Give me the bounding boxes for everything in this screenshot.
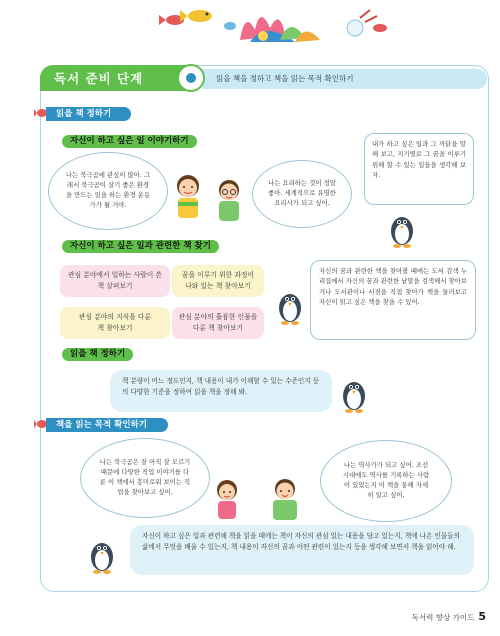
penguin-tip-2 — [310, 260, 476, 340]
book-option-1 — [60, 265, 170, 297]
penguin-tip-3 — [110, 370, 332, 412]
tip-text: 자신의 꿈과 관련한 책을 찾아볼 때에는 도서 검색 누리집에서 자신의 꿈과 관련한 낱말을 검색해서 찾아보거나 도서관이나 서점을 직접 찾아가 책을 둘러보고 자신이 읽고 싶은 책을 찾을 수 있어. — [319, 267, 468, 306]
book-option-text: 관심 분야에서 일하는 사람이 쓴 책 살펴보기 — [68, 271, 162, 290]
speech-bubble-boy-1 — [252, 160, 352, 228]
section-heading-choose-book: 읽을 책 정하기 — [46, 107, 131, 121]
subheading-find-books: 자신이 하고 싶은 일과 관련한 책 찾기 — [62, 240, 219, 253]
book-option-3 — [60, 307, 170, 339]
page-title: 독서 준비 단계 — [54, 71, 144, 86]
speech-bubble-girl-1 — [48, 152, 168, 230]
boy-character — [268, 476, 302, 522]
coral-decoration — [155, 0, 415, 48]
footer-label: 독서력 향상 가이드 — [411, 613, 475, 622]
bubble-text: 나는 북극곰에 관심이 많아. 그래서 북극곰이 살기 좋은 환경을 만드는 일을 하는 환경 운동가가 될 거야. — [65, 171, 151, 209]
bubble-text: 나는 역사가가 되고 싶어. 조선 시대에도 역사를 기록하는 사람이 있었는지 이 책을 통해 자세히 알고 싶어. — [342, 461, 430, 499]
penguin-tip-4 — [130, 525, 474, 575]
bubble-text: 나는 요리하는 것이 정말 좋아. 세계적으로 유명한 요리사가 되고 싶어. — [268, 179, 336, 207]
girl-character — [170, 172, 206, 222]
book-option-text: 관심 분야의 훌륭한 인물을 다룬 책 찾아보기 — [178, 313, 258, 332]
speech-bubble-girl-2 — [80, 438, 210, 518]
page-footer — [412, 610, 486, 623]
speech-bubble-boy-2 — [320, 440, 452, 522]
page-number: 5 — [478, 610, 486, 623]
girl-character — [212, 478, 242, 522]
book-option-text: 관심 분야의 지식을 다룬 책 찾아보기 — [78, 313, 152, 332]
boy-character — [212, 177, 246, 223]
book-option-text: 꿈을 이루기 위한 과정이 나와 있는 책 찾아보기 — [181, 271, 255, 290]
penguin-character — [340, 372, 368, 414]
page-header — [40, 65, 487, 91]
subheading-talk-goals: 자신이 하고 싶은 일 이야기하기 — [62, 135, 197, 148]
bubble-text: 나는 북극곰은 잘 아직 잘 모르기 때문에 다양한 직업 이야기를 다룬 이 책에서 흥미로워 보이는 직업을 찾아보고 싶어. — [99, 458, 191, 496]
subheading-pick-book: 읽을 책 정하기 — [62, 348, 133, 361]
penguin-tip-1 — [364, 133, 474, 205]
book-option-4 — [172, 307, 264, 339]
book-option-2 — [172, 265, 264, 297]
penguin-character — [276, 284, 304, 326]
penguin-character — [388, 207, 416, 249]
tip-text: 내가 하고 싶은 일과 그 까닭을 말해 보고, 지기별로 그 꿈을 이루기 위해 할 수 있는 일들을 생각해 보자. — [372, 140, 466, 179]
page-subtitle: 읽을 책을 정하고 책을 읽는 목적 확인하기 — [216, 74, 354, 83]
penguin-character — [88, 533, 116, 575]
tip-text: 책 분량이 어느 정도인지, 책 내용이 내가 이해할 수 있는 수준인지 등의 다양한 기준을 정하여 읽을 책을 정해 봐. — [122, 377, 320, 397]
tip-text: 자신이 하고 싶은 일과 관련해 책을 읽을 때에는 책이 자신의 관심 있는 내용을 담고 있는지, 책에 나온 인물들의 삶에서 무엇을 배울 수 있는지, 책 내용이 자신의 꿈과 어떤 관련이 있는지 등을 생각해 보면서 책을 읽어야 해. — [142, 532, 460, 552]
section-heading-purpose: 책을 읽는 목적 확인하기 — [46, 418, 168, 432]
bullet-icon — [186, 73, 196, 83]
